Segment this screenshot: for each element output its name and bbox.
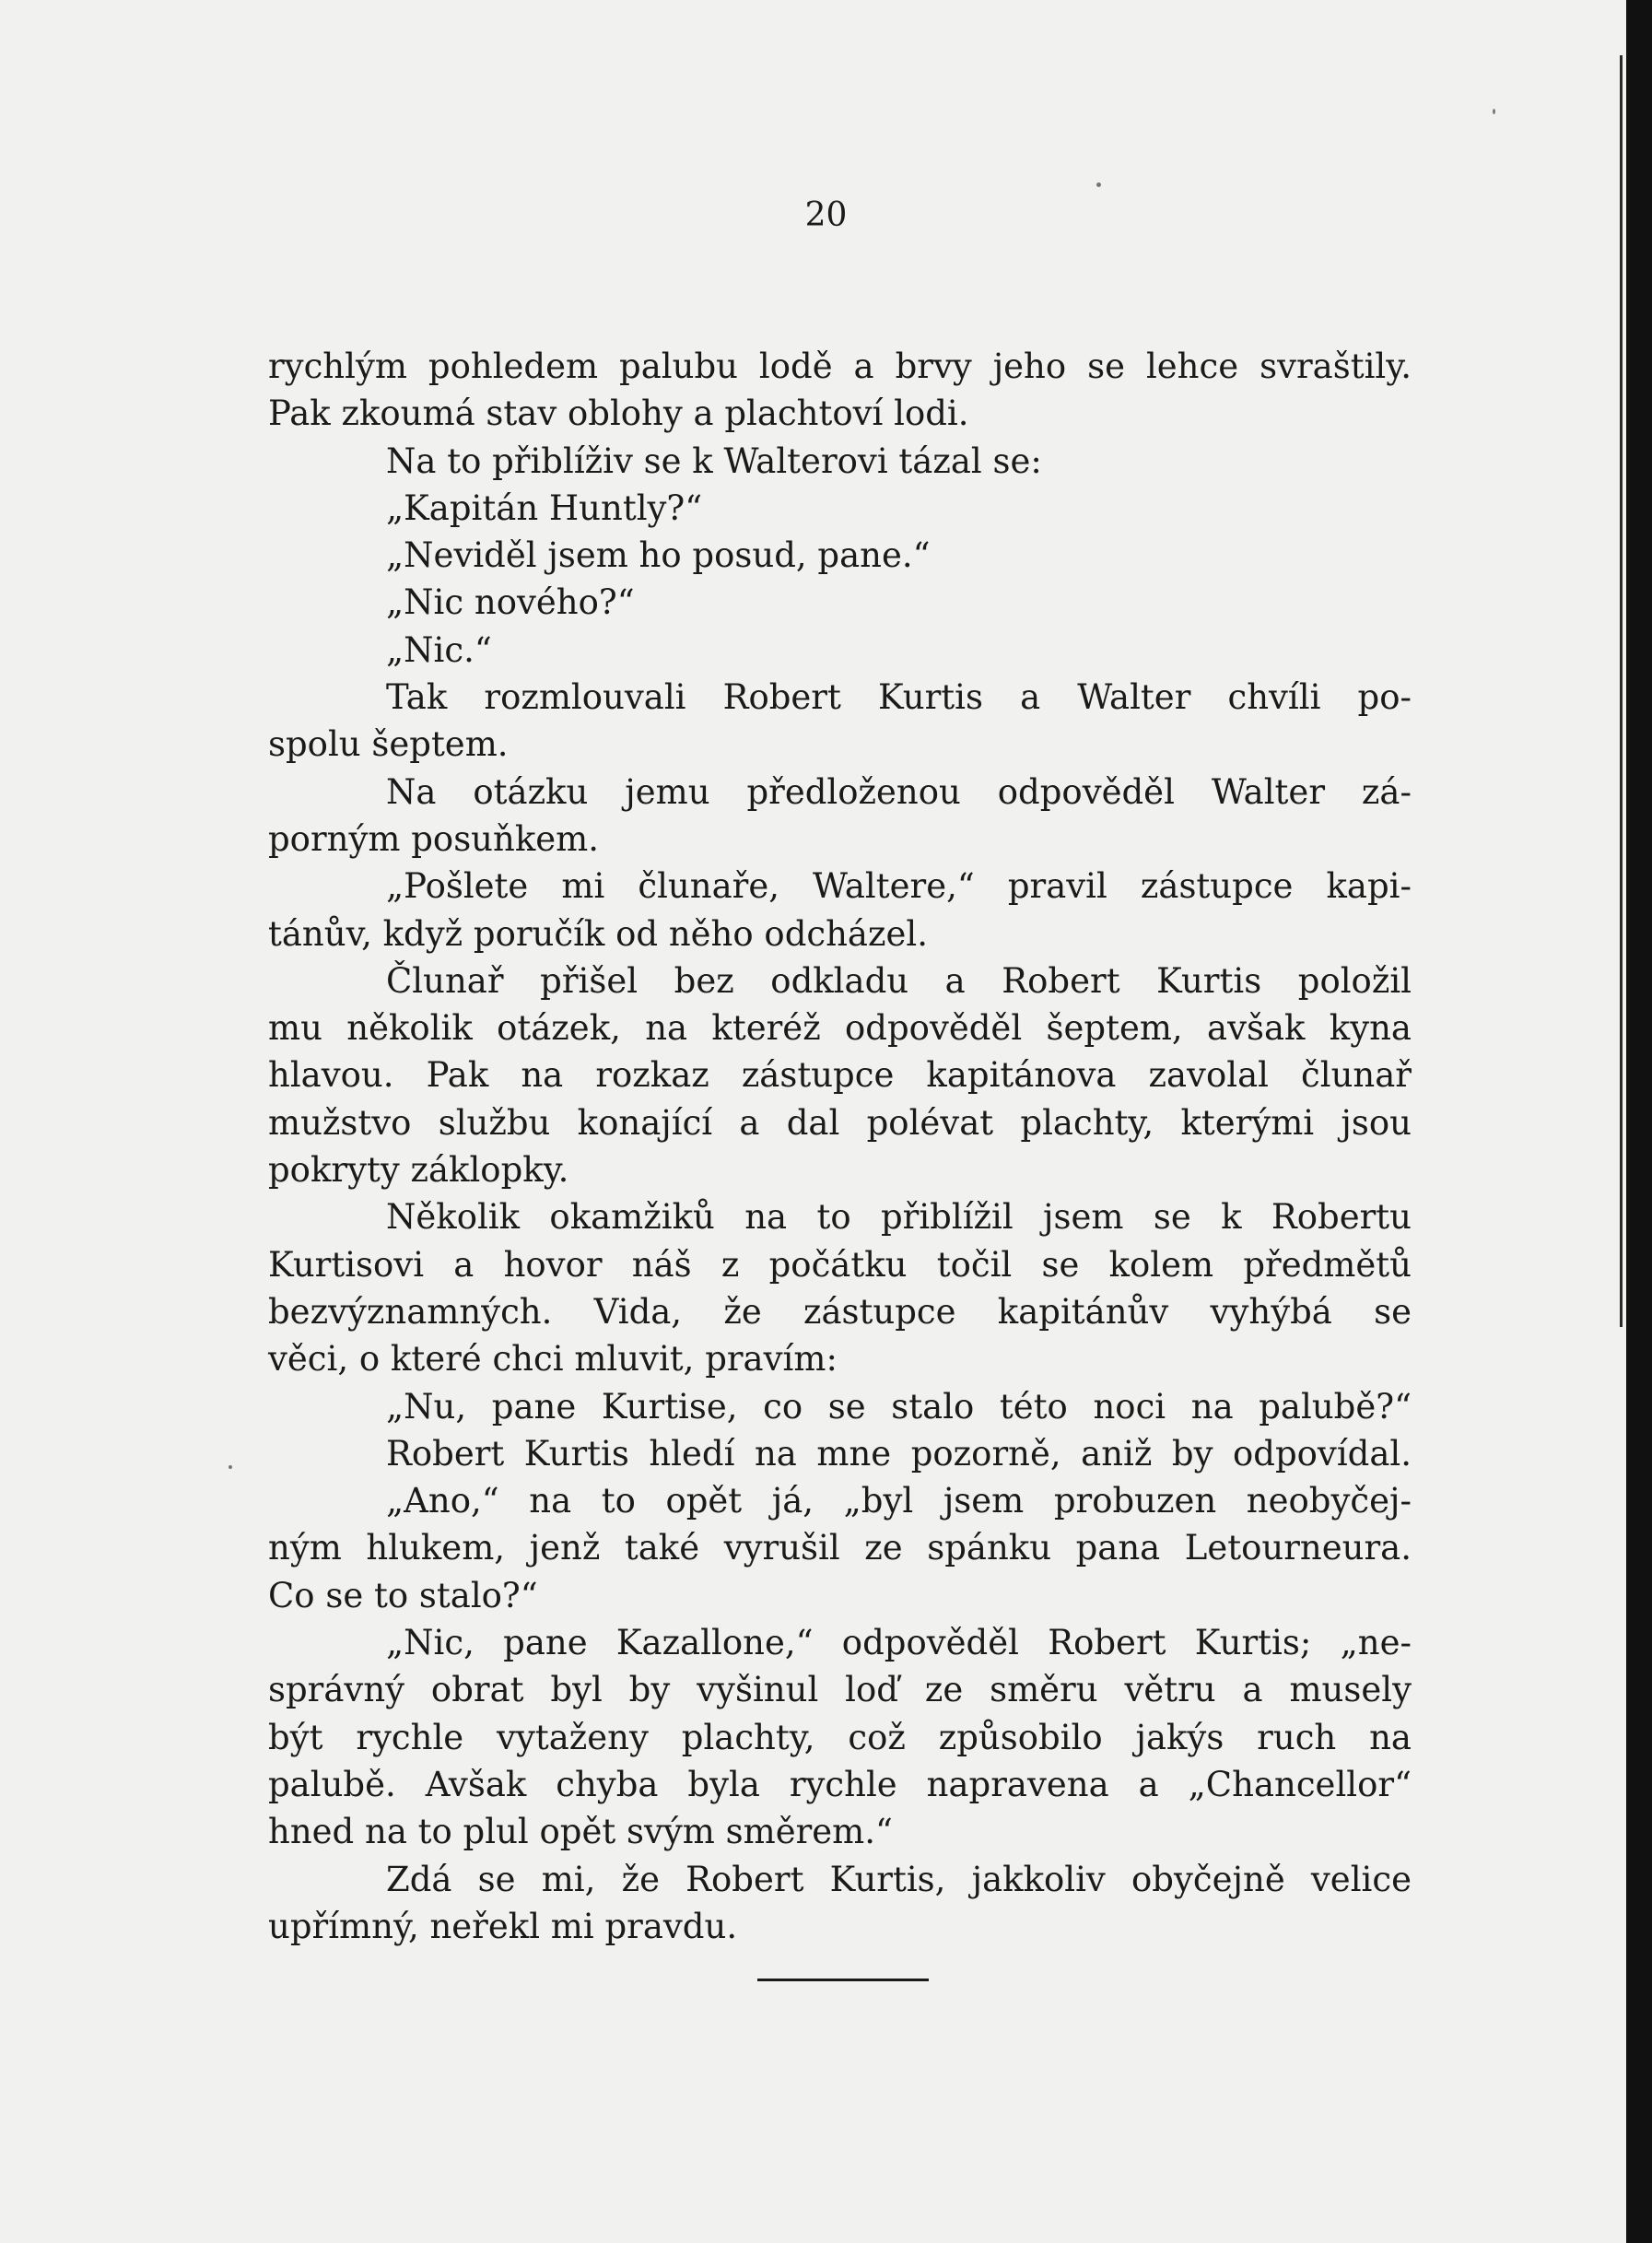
page-number: 20 <box>804 196 848 234</box>
speck <box>1096 182 1101 187</box>
text-line: Robert Kurtis hledí na mne pozorně, aniž by odpovídal. <box>386 1433 1412 1474</box>
text-line: upřímný, neřekl mi pravdu. <box>268 1906 738 1946</box>
text-line: bezvýznamných. Vida, že zástupce kapitánův vyhýbá se <box>268 1291 1412 1332</box>
text-line: Pak zkoumá stav oblohy a plachtoví lodi. <box>268 393 969 434</box>
body-text <box>268 343 1412 1950</box>
text-line: Co se to stalo?“ <box>268 1575 538 1615</box>
text-line: „Nic nového?“ <box>386 582 635 623</box>
text-line: „Nic.“ <box>386 629 492 670</box>
text-line: mu několik otázek, na kteréž odpověděl šeptem, avšak kyna <box>268 1008 1412 1049</box>
text-line: ným hlukem, jenž také vyrušil ze spánku pana Letourneura. <box>268 1528 1412 1568</box>
text-line: palubě. Avšak chyba byla rychle napravena a „Chancellor“ <box>268 1764 1412 1804</box>
text-line: Na otázku jemu předloženou odpověděl Walter zá- <box>386 771 1412 812</box>
binding-line <box>1620 55 1623 1327</box>
text-line: hned na to plul opět svým směrem.“ <box>268 1812 893 1852</box>
text-line: Zdá se mi, že Robert Kurtis, jakkoliv obyčejně velice <box>386 1859 1412 1899</box>
text-line: spolu šeptem. <box>268 724 509 765</box>
text-line: Tak rozmlouvali Robert Kurtis a Walter chvíli po- <box>386 677 1412 718</box>
text-line: správný obrat byl by vyšinul loď ze směru větru a musely <box>268 1670 1412 1710</box>
speck <box>228 1465 232 1469</box>
scan-border <box>1626 0 1652 2243</box>
text-line: „Nic, pane Kazallone,“ odpověděl Robert Kurtis; „ne- <box>386 1623 1412 1663</box>
text-line: pokryty záklopky. <box>268 1150 569 1191</box>
text-line: Několik okamžiků na to přiblížil jsem se k Robertu <box>386 1197 1412 1238</box>
text-line: tánův, když poručík od něho odcházel. <box>268 913 928 954</box>
text-line: rychlým pohledem palubu lodě a brvy jeho se lehce svraštily. <box>268 346 1412 386</box>
text-line: Na to přiblíživ se k Walterovi tázal se: <box>386 440 1042 481</box>
text-line: porným posuňkem. <box>268 818 599 859</box>
text-line: být rychle vytaženy plachty, což způsobilo jakýs ruch na <box>268 1717 1412 1757</box>
text-line: „Kapitán Huntly?“ <box>386 487 703 528</box>
text-line: Kurtisovi a hovor náš z počátku točil se kolem předmětů <box>268 1244 1412 1285</box>
text-line: hlavou. Pak na rozkaz zástupce kapitánova zavolal člunař <box>268 1055 1412 1096</box>
text-line: Člunař přišel bez odkladu a Robert Kurtis položil <box>386 960 1412 1001</box>
text-line: „Neviděl jsem ho posud, pane.“ <box>386 535 931 576</box>
section-end-rule <box>757 1979 929 1981</box>
text-line: „Pošlete mi člunaře, Waltere,“ pravil zástupce kapi- <box>386 866 1412 907</box>
text-line: „Nu, pane Kurtise, co se stalo této noci na palubě?“ <box>386 1386 1412 1427</box>
text-line: „Ano,“ na to opět já, „byl jsem probuzen neobyčej- <box>386 1481 1412 1521</box>
text-line: věci, o které chci mluvit, pravím: <box>268 1339 838 1380</box>
text-line: mužstvo službu konající a dal polévat plachty, kterými jsou <box>268 1102 1412 1143</box>
speck <box>1493 109 1495 114</box>
